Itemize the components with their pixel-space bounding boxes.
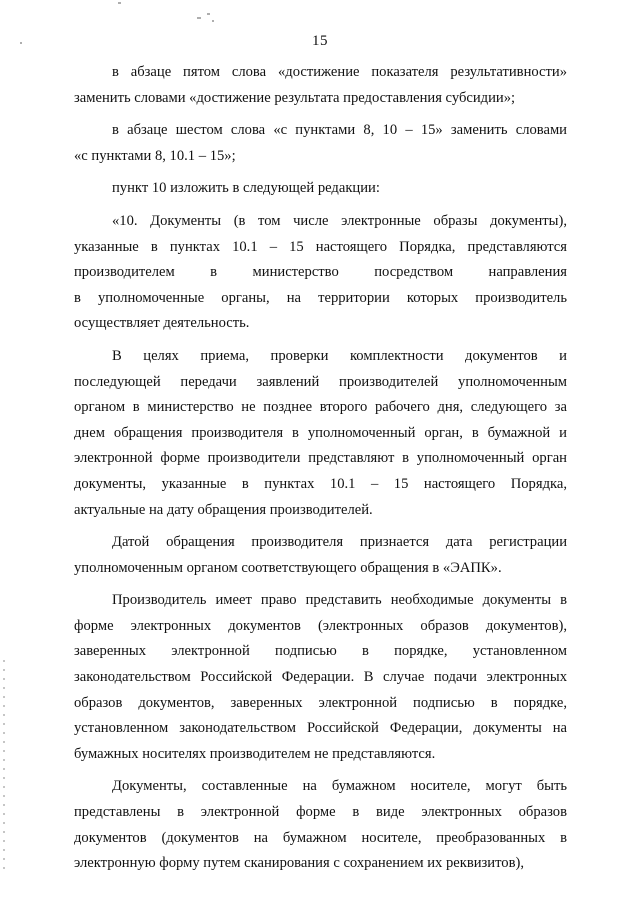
text-line: образов документов, заверенных электронной подписью в порядке, xyxy=(74,694,567,711)
text-line: последующей передачи заявлений производителей уполномоченным xyxy=(74,373,567,390)
text-line: установленном законодательством Российской Федерации, документы на xyxy=(74,720,567,737)
text-line: Производитель имеет право представить необходимые документы в xyxy=(112,592,567,609)
text-line: представлены в электронной форме в виде электронных образов xyxy=(74,804,567,821)
text-line: органом в министерство не позднее второго рабочего дня, следующего за xyxy=(74,399,567,416)
paragraph xyxy=(74,209,567,337)
text-line: «10. Документы (в том числе электронные образы документы), xyxy=(112,212,567,229)
text-line: уполномоченным органом соответствующего обращения в «ЭАПК». xyxy=(74,559,502,576)
text-line: производителем в министерство посредством направления xyxy=(74,264,567,281)
scan-artifact xyxy=(118,2,121,4)
binding-edge xyxy=(3,660,5,870)
paragraph-gap xyxy=(74,581,567,588)
text-line: Документы, составленные на бумажном носителе, могут быть xyxy=(112,778,567,795)
scan-artifact xyxy=(207,13,210,15)
text-line: днем обращения производителя в уполномоченный орган, в бумажной и xyxy=(74,424,567,441)
text-line: форме электронных документов (электронных образов документов), xyxy=(74,617,567,634)
text-line: осуществляет деятельность. xyxy=(74,315,250,332)
text-line: актуальные на дату обращения производителей. xyxy=(74,501,373,518)
paragraph xyxy=(74,60,567,111)
paragraph xyxy=(74,774,567,876)
text-line: документы, указанные в пунктах 10.1 – 15 настоящего Порядка, xyxy=(74,475,567,492)
text-line: в уполномоченные органы, на территории которых производитель xyxy=(74,289,567,306)
text-line: пункт 10 изложить в следующей редакции: xyxy=(112,180,380,197)
text-line: электронной форме производители представляют в уполномоченный орган xyxy=(74,450,567,467)
paragraph-gap xyxy=(74,169,567,176)
text-line: бумажных носителях производителем не представляются. xyxy=(74,745,436,762)
paragraph xyxy=(74,344,567,523)
paragraph-gap xyxy=(74,337,567,344)
text-line: в абзаце пятом слова «достижение показателя результативности» xyxy=(112,64,567,80)
text-line: электронную форму путем сканирования с сохранением их реквизитов), xyxy=(74,855,524,872)
text-line: в абзаце шестом слова «с пунктами 8, 10 – 15» заменить словами xyxy=(112,122,567,139)
paragraph xyxy=(74,118,567,169)
paragraph-gap xyxy=(74,202,567,209)
text-line: заверенных электронной подписью в порядке, установленном xyxy=(74,643,567,660)
paragraph xyxy=(74,588,567,767)
page-number: 15 xyxy=(312,33,328,49)
text-line: В целях приема, проверки комплектности документов и xyxy=(112,347,567,364)
scan-artifact xyxy=(197,17,201,19)
text-line: указанные в пунктах 10.1 – 15 настоящего Порядка, представляются xyxy=(74,238,567,255)
text-line: законодательством Российской Федерации. В случае подачи электронных xyxy=(74,669,567,686)
text-line: документов (документов на бумажном носителе, преобразованных в xyxy=(74,829,567,846)
paragraph-gap xyxy=(74,523,567,530)
text-line: Датой обращения производителя признается дата регистрации xyxy=(112,534,567,551)
paragraph xyxy=(74,176,567,202)
text-line: заменить словами «достижение результата предоставления субсидии»; xyxy=(74,89,516,106)
paragraph xyxy=(74,530,567,581)
paragraph-gap xyxy=(74,111,567,118)
scan-artifact xyxy=(212,20,214,22)
document-body xyxy=(74,60,567,877)
paragraph-gap xyxy=(74,767,567,774)
text-line: «с пунктами 8, 10.1 – 15»; xyxy=(74,147,236,164)
